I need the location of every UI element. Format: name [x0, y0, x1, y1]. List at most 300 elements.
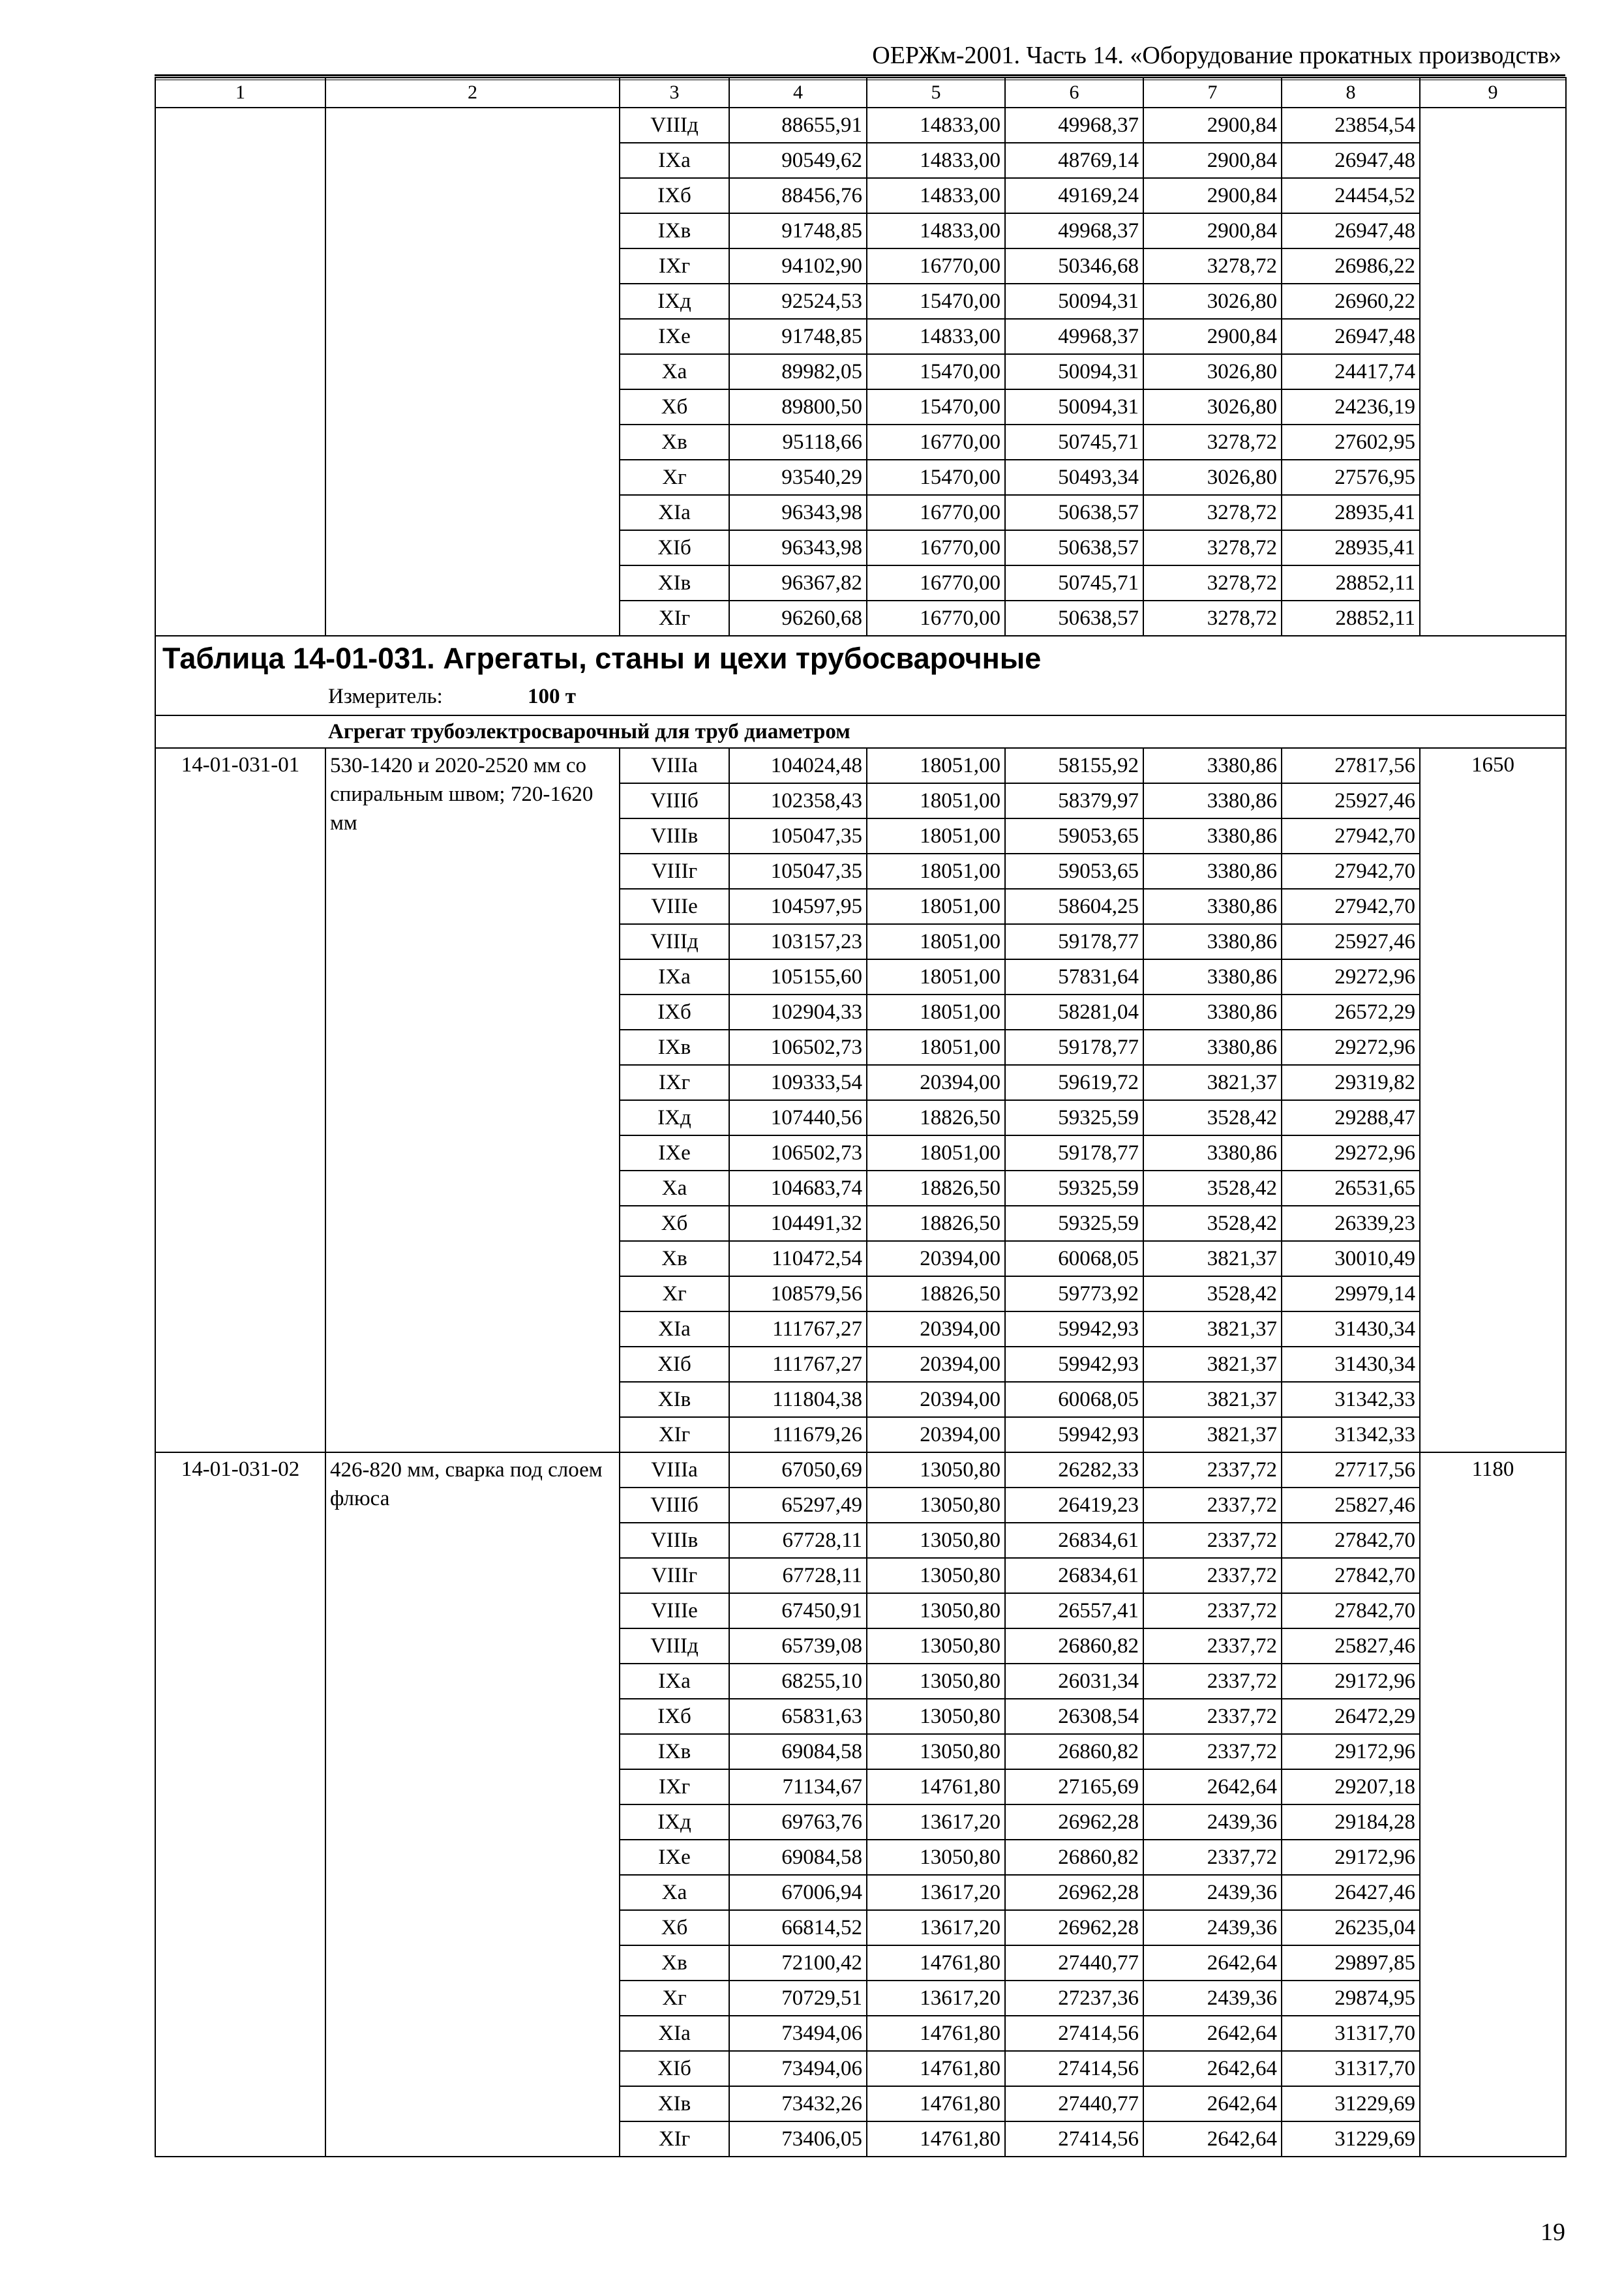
table-title: Таблица 14-01-031. Агрегаты, станы и цехи трубосварочные — [162, 642, 1042, 675]
zone-cell: Xб — [620, 1206, 729, 1241]
value-cell: 16770,00 — [867, 425, 1005, 460]
zone-cell: IXг — [620, 248, 729, 284]
value-cell: 28852,11 — [1282, 601, 1420, 636]
value-cell: 26947,48 — [1282, 143, 1420, 178]
value-cell: 49968,37 — [1005, 319, 1143, 354]
column-number: 2 — [325, 78, 620, 108]
value-cell: 3278,72 — [1143, 248, 1282, 284]
value-cell: 109333,54 — [729, 1065, 867, 1100]
value-cell: 3026,80 — [1143, 389, 1282, 425]
value-cell: 58155,92 — [1005, 748, 1143, 783]
value-cell: 18826,50 — [867, 1276, 1005, 1311]
value-cell: 24236,19 — [1282, 389, 1420, 425]
value-cell: 13050,80 — [867, 1593, 1005, 1628]
zone-cell: VIIIг — [620, 854, 729, 889]
value-cell: 2642,64 — [1143, 1945, 1282, 1981]
value-cell: 2439,36 — [1143, 1910, 1282, 1945]
value-cell: 67728,11 — [729, 1558, 867, 1593]
value-cell: 16770,00 — [867, 601, 1005, 636]
value-cell: 88655,91 — [729, 108, 867, 143]
value-cell: 3528,42 — [1143, 1206, 1282, 1241]
value-cell: 59178,77 — [1005, 1135, 1143, 1171]
value-cell: 73406,05 — [729, 2121, 867, 2157]
value-cell: 3278,72 — [1143, 530, 1282, 565]
table-body — [155, 78, 1566, 2157]
value-cell: 94102,90 — [729, 248, 867, 284]
column-number: 7 — [1143, 78, 1282, 108]
value-cell: 3278,72 — [1143, 495, 1282, 530]
value-cell: 57831,64 — [1005, 959, 1143, 995]
value-cell: 66814,52 — [729, 1910, 867, 1945]
value-cell: 14833,00 — [867, 108, 1005, 143]
zone-cell: IXб — [620, 178, 729, 213]
value-cell: 3380,86 — [1143, 783, 1282, 818]
value-cell: 18051,00 — [867, 924, 1005, 959]
value-cell: 67728,11 — [729, 1523, 867, 1558]
value-cell: 71134,67 — [729, 1769, 867, 1804]
value-cell: 27165,69 — [1005, 1769, 1143, 1804]
zone-cell: IXв — [620, 1030, 729, 1065]
zone-cell: VIIIе — [620, 889, 729, 924]
column-number: 3 — [620, 78, 729, 108]
value-cell: 18051,00 — [867, 995, 1005, 1030]
value-cell: 65297,49 — [729, 1488, 867, 1523]
value-cell: 31317,70 — [1282, 2016, 1420, 2051]
value-cell: 26557,41 — [1005, 1593, 1143, 1628]
column-number: 1 — [155, 78, 325, 108]
value-cell: 13050,80 — [867, 1699, 1005, 1734]
value-cell: 26986,22 — [1282, 248, 1420, 284]
value-cell: 31430,34 — [1282, 1311, 1420, 1347]
value-cell: 2900,84 — [1143, 143, 1282, 178]
zone-cell: IXг — [620, 1769, 729, 1804]
zone-cell: XIв — [620, 565, 729, 601]
value-cell: 13050,80 — [867, 1488, 1005, 1523]
value-cell: 50638,57 — [1005, 601, 1143, 636]
zone-cell: VIIIг — [620, 1558, 729, 1593]
value-cell: 68255,10 — [729, 1664, 867, 1699]
value-cell: 26860,82 — [1005, 1628, 1143, 1664]
value-cell: 26834,61 — [1005, 1523, 1143, 1558]
value-cell: 26860,82 — [1005, 1734, 1143, 1769]
value-cell: 88456,76 — [729, 178, 867, 213]
value-cell: 2642,64 — [1143, 1769, 1282, 1804]
value-cell: 29172,96 — [1282, 1664, 1420, 1699]
value-cell: 58379,97 — [1005, 783, 1143, 818]
value-cell: 48769,14 — [1005, 143, 1143, 178]
value-cell: 49968,37 — [1005, 213, 1143, 248]
value-cell: 20394,00 — [867, 1417, 1005, 1452]
value-cell: 69084,58 — [729, 1734, 867, 1769]
zone-cell: XIг — [620, 1417, 729, 1452]
value-cell: 13617,20 — [867, 1875, 1005, 1910]
value-cell: 3380,86 — [1143, 1030, 1282, 1065]
value-cell: 2900,84 — [1143, 108, 1282, 143]
value-cell: 3380,86 — [1143, 889, 1282, 924]
value-cell: 14761,80 — [867, 2051, 1005, 2086]
value-cell: 15470,00 — [867, 284, 1005, 319]
unit-value: 100 т — [528, 685, 576, 708]
value-cell: 104491,32 — [729, 1206, 867, 1241]
zone-cell: Xг — [620, 1276, 729, 1311]
value-cell: 2439,36 — [1143, 1804, 1282, 1840]
value-cell: 2900,84 — [1143, 319, 1282, 354]
value-cell: 2900,84 — [1143, 178, 1282, 213]
value-cell: 29979,14 — [1282, 1276, 1420, 1311]
value-cell: 26834,61 — [1005, 1558, 1143, 1593]
zone-cell: VIIIа — [620, 1452, 729, 1488]
value-cell: 26308,54 — [1005, 1699, 1143, 1734]
zone-cell: XIг — [620, 2121, 729, 2157]
value-cell: 90549,62 — [729, 143, 867, 178]
table-row — [155, 108, 1566, 143]
value-cell: 50493,34 — [1005, 460, 1143, 495]
item-description: 530-1420 и 2020-2520 мм со спиральным швом; 720-1620 мм — [325, 748, 620, 1452]
value-cell: 3528,42 — [1143, 1276, 1282, 1311]
value-cell: 50346,68 — [1005, 248, 1143, 284]
zone-cell: IXд — [620, 284, 729, 319]
value-cell: 93540,29 — [729, 460, 867, 495]
value-cell: 20394,00 — [867, 1311, 1005, 1347]
value-cell: 28852,11 — [1282, 565, 1420, 601]
value-cell: 29272,96 — [1282, 959, 1420, 995]
value-cell: 18051,00 — [867, 748, 1005, 783]
value-cell: 3026,80 — [1143, 284, 1282, 319]
value-cell: 26962,28 — [1005, 1875, 1143, 1910]
value-cell: 2642,64 — [1143, 2051, 1282, 2086]
rates-table — [155, 77, 1567, 2157]
value-cell: 73494,06 — [729, 2016, 867, 2051]
zone-cell: VIIIе — [620, 1593, 729, 1628]
value-cell: 3821,37 — [1143, 1065, 1282, 1100]
value-cell: 26962,28 — [1005, 1804, 1143, 1840]
value-cell: 29319,82 — [1282, 1065, 1420, 1100]
value-cell: 96343,98 — [729, 530, 867, 565]
value-cell: 59619,72 — [1005, 1065, 1143, 1100]
value-cell: 49169,24 — [1005, 178, 1143, 213]
value-cell: 105047,35 — [729, 818, 867, 854]
value-cell: 14761,80 — [867, 2016, 1005, 2051]
value-cell: 67006,94 — [729, 1875, 867, 1910]
value-cell: 50094,31 — [1005, 354, 1143, 389]
value-cell: 3528,42 — [1143, 1100, 1282, 1135]
value-cell: 50745,71 — [1005, 565, 1143, 601]
zone-cell: IXе — [620, 319, 729, 354]
value-cell: 65831,63 — [729, 1699, 867, 1734]
value-cell: 65739,08 — [729, 1628, 867, 1664]
page-number: 19 — [1541, 2219, 1565, 2246]
zone-cell: IXг — [620, 1065, 729, 1100]
value-cell: 26962,28 — [1005, 1910, 1143, 1945]
value-cell: 29172,96 — [1282, 1734, 1420, 1769]
zone-cell: Xв — [620, 1241, 729, 1276]
value-cell: 67450,91 — [729, 1593, 867, 1628]
value-cell: 50094,31 — [1005, 284, 1143, 319]
value-cell: 59178,77 — [1005, 1030, 1143, 1065]
value-cell: 2642,64 — [1143, 2016, 1282, 2051]
value-cell: 18051,00 — [867, 959, 1005, 995]
value-cell: 27842,70 — [1282, 1523, 1420, 1558]
value-cell: 20394,00 — [867, 1382, 1005, 1417]
value-cell: 31342,33 — [1282, 1382, 1420, 1417]
column-number: 8 — [1282, 78, 1420, 108]
value-cell: 29897,85 — [1282, 1945, 1420, 1981]
value-cell: 18051,00 — [867, 818, 1005, 854]
value-cell: 27576,95 — [1282, 460, 1420, 495]
zone-cell: IXе — [620, 1840, 729, 1875]
value-cell: 3278,72 — [1143, 601, 1282, 636]
value-cell: 28935,41 — [1282, 495, 1420, 530]
value-cell: 27942,70 — [1282, 818, 1420, 854]
value-cell: 3528,42 — [1143, 1171, 1282, 1206]
value-cell: 2337,72 — [1143, 1699, 1282, 1734]
value-cell: 102358,43 — [729, 783, 867, 818]
description-cell-empty — [325, 108, 620, 636]
value-cell: 3380,86 — [1143, 959, 1282, 995]
unit-label: Измеритель: — [328, 685, 443, 708]
value-cell: 27842,70 — [1282, 1593, 1420, 1628]
value-cell: 29272,96 — [1282, 1135, 1420, 1171]
zone-cell: XIв — [620, 2086, 729, 2121]
zone-cell: IXа — [620, 1664, 729, 1699]
value-cell: 24454,52 — [1282, 178, 1420, 213]
item-code: 14-01-031-01 — [155, 748, 325, 1452]
value-cell: 69084,58 — [729, 1840, 867, 1875]
subheading-row — [155, 715, 1566, 748]
value-cell: 3380,86 — [1143, 924, 1282, 959]
value-cell: 3821,37 — [1143, 1241, 1282, 1276]
value-cell: 73432,26 — [729, 2086, 867, 2121]
value-cell: 27842,70 — [1282, 1558, 1420, 1593]
value-cell: 26947,48 — [1282, 319, 1420, 354]
value-cell: 2439,36 — [1143, 1875, 1282, 1910]
value-cell: 25827,46 — [1282, 1628, 1420, 1664]
zone-cell: Xа — [620, 1875, 729, 1910]
zone-cell: IXд — [620, 1100, 729, 1135]
running-header — [155, 38, 1565, 76]
value-cell: 102904,33 — [729, 995, 867, 1030]
table-row — [155, 1452, 1566, 1488]
zone-cell: VIIIд — [620, 108, 729, 143]
value-cell: 92524,53 — [729, 284, 867, 319]
value-cell: 26419,23 — [1005, 1488, 1143, 1523]
value-cell: 50638,57 — [1005, 495, 1143, 530]
value-cell: 27717,56 — [1282, 1452, 1420, 1488]
table-row — [155, 748, 1566, 783]
value-cell: 14833,00 — [867, 178, 1005, 213]
value-cell: 16770,00 — [867, 248, 1005, 284]
value-cell: 59178,77 — [1005, 924, 1143, 959]
value-cell: 13050,80 — [867, 1840, 1005, 1875]
value-cell: 18826,50 — [867, 1206, 1005, 1241]
value-cell: 13617,20 — [867, 1981, 1005, 2016]
zone-cell: Xа — [620, 1171, 729, 1206]
value-cell: 2642,64 — [1143, 2121, 1282, 2157]
value-cell: 50745,71 — [1005, 425, 1143, 460]
value-cell: 91748,85 — [729, 213, 867, 248]
zone-cell: XIб — [620, 530, 729, 565]
value-cell: 14761,80 — [867, 2086, 1005, 2121]
value-cell: 20394,00 — [867, 1241, 1005, 1276]
value-cell: 50094,31 — [1005, 389, 1143, 425]
value-cell: 27414,56 — [1005, 2121, 1143, 2157]
value-cell: 3821,37 — [1143, 1311, 1282, 1347]
zone-cell: IXв — [620, 1734, 729, 1769]
value-cell: 2337,72 — [1143, 1523, 1282, 1558]
value-cell: 24417,74 — [1282, 354, 1420, 389]
value-cell: 18826,50 — [867, 1100, 1005, 1135]
zone-cell: Xв — [620, 1945, 729, 1981]
value-cell: 14833,00 — [867, 213, 1005, 248]
column-number-row — [155, 78, 1566, 108]
value-cell: 26282,33 — [1005, 1452, 1143, 1488]
value-cell: 91748,85 — [729, 319, 867, 354]
value-cell: 25927,46 — [1282, 783, 1420, 818]
value-cell: 2337,72 — [1143, 1558, 1282, 1593]
value-cell: 96343,98 — [729, 495, 867, 530]
zone-cell: IXб — [620, 1699, 729, 1734]
item-capacity: 1180 — [1420, 1452, 1566, 2157]
value-cell: 104597,95 — [729, 889, 867, 924]
value-cell: 13050,80 — [867, 1558, 1005, 1593]
zone-cell: VIIIв — [620, 818, 729, 854]
column-number: 9 — [1420, 78, 1566, 108]
zone-cell: Xг — [620, 1981, 729, 2016]
value-cell: 2642,64 — [1143, 2086, 1282, 2121]
value-cell: 104024,48 — [729, 748, 867, 783]
value-cell: 27440,77 — [1005, 1945, 1143, 1981]
value-cell: 2337,72 — [1143, 1840, 1282, 1875]
value-cell: 89982,05 — [729, 354, 867, 389]
value-cell: 3026,80 — [1143, 354, 1282, 389]
value-cell: 59942,93 — [1005, 1311, 1143, 1347]
zone-cell: VIIIд — [620, 1628, 729, 1664]
value-cell: 69763,76 — [729, 1804, 867, 1840]
value-cell: 59053,65 — [1005, 818, 1143, 854]
value-cell: 60068,05 — [1005, 1241, 1143, 1276]
value-cell: 108579,56 — [729, 1276, 867, 1311]
value-cell: 27942,70 — [1282, 854, 1420, 889]
value-cell: 111767,27 — [729, 1311, 867, 1347]
value-cell: 15470,00 — [867, 389, 1005, 425]
value-cell: 30010,49 — [1282, 1241, 1420, 1276]
zone-cell: VIIIб — [620, 783, 729, 818]
value-cell: 29184,28 — [1282, 1804, 1420, 1840]
value-cell: 31229,69 — [1282, 2121, 1420, 2157]
value-cell: 3380,86 — [1143, 818, 1282, 854]
value-cell: 106502,73 — [729, 1135, 867, 1171]
value-cell: 70729,51 — [729, 1981, 867, 2016]
value-cell: 26427,46 — [1282, 1875, 1420, 1910]
section-heading-row — [155, 636, 1566, 715]
value-cell: 2900,84 — [1143, 213, 1282, 248]
subheading: Агрегат трубоэлектросварочный для труб диаметром — [155, 715, 1566, 748]
value-cell: 103157,23 — [729, 924, 867, 959]
zone-cell: IXв — [620, 213, 729, 248]
value-cell: 105155,60 — [729, 959, 867, 995]
value-cell: 31317,70 — [1282, 2051, 1420, 2086]
value-cell: 18051,00 — [867, 854, 1005, 889]
value-cell: 13050,80 — [867, 1664, 1005, 1699]
value-cell: 67050,69 — [729, 1452, 867, 1488]
value-cell: 26235,04 — [1282, 1910, 1420, 1945]
header-title: ОЕРЖм-2001. Часть 14. «Оборудование прокатных производств» — [872, 42, 1561, 69]
value-cell: 58604,25 — [1005, 889, 1143, 924]
value-cell: 107440,56 — [729, 1100, 867, 1135]
value-cell: 25827,46 — [1282, 1488, 1420, 1523]
value-cell: 18051,00 — [867, 783, 1005, 818]
value-cell: 27440,77 — [1005, 2086, 1143, 2121]
value-cell: 111804,38 — [729, 1382, 867, 1417]
value-cell: 59325,59 — [1005, 1100, 1143, 1135]
column-number: 5 — [867, 78, 1005, 108]
value-cell: 59942,93 — [1005, 1347, 1143, 1382]
value-cell: 13617,20 — [867, 1804, 1005, 1840]
value-cell: 27237,36 — [1005, 1981, 1143, 2016]
value-cell: 14833,00 — [867, 319, 1005, 354]
value-cell: 14761,80 — [867, 1945, 1005, 1981]
value-cell: 31342,33 — [1282, 1417, 1420, 1452]
value-cell: 104683,74 — [729, 1171, 867, 1206]
column-number: 6 — [1005, 78, 1143, 108]
value-cell: 3278,72 — [1143, 425, 1282, 460]
value-cell: 2337,72 — [1143, 1452, 1282, 1488]
value-cell: 16770,00 — [867, 495, 1005, 530]
value-cell: 89800,50 — [729, 389, 867, 425]
value-cell: 96260,68 — [729, 601, 867, 636]
value-cell: 26960,22 — [1282, 284, 1420, 319]
value-cell: 59773,92 — [1005, 1276, 1143, 1311]
value-cell: 49968,37 — [1005, 108, 1143, 143]
zone-cell: XIа — [620, 495, 729, 530]
zone-cell: VIIIб — [620, 1488, 729, 1523]
value-cell: 16770,00 — [867, 565, 1005, 601]
zone-cell: Xа — [620, 354, 729, 389]
zone-cell: IXд — [620, 1804, 729, 1840]
value-cell: 58281,04 — [1005, 995, 1143, 1030]
zone-cell: XIа — [620, 2016, 729, 2051]
value-cell: 3380,86 — [1143, 995, 1282, 1030]
zone-cell: XIв — [620, 1382, 729, 1417]
value-cell: 14761,80 — [867, 1769, 1005, 1804]
zone-cell: VIIIа — [620, 748, 729, 783]
value-cell: 73494,06 — [729, 2051, 867, 2086]
value-cell: 27817,56 — [1282, 748, 1420, 783]
zone-cell: IXа — [620, 959, 729, 995]
value-cell: 72100,42 — [729, 1945, 867, 1981]
value-cell: 26472,29 — [1282, 1699, 1420, 1734]
value-cell: 59942,93 — [1005, 1417, 1143, 1452]
value-cell: 96367,82 — [729, 565, 867, 601]
value-cell: 3380,86 — [1143, 854, 1282, 889]
value-cell: 13050,80 — [867, 1628, 1005, 1664]
code-cell-empty — [155, 108, 325, 636]
value-cell: 20394,00 — [867, 1347, 1005, 1382]
value-cell: 50638,57 — [1005, 530, 1143, 565]
value-cell: 15470,00 — [867, 354, 1005, 389]
value-cell: 13050,80 — [867, 1523, 1005, 1558]
value-cell: 26531,65 — [1282, 1171, 1420, 1206]
value-cell: 2337,72 — [1143, 1628, 1282, 1664]
value-cell: 26572,29 — [1282, 995, 1420, 1030]
value-cell: 3821,37 — [1143, 1417, 1282, 1452]
zone-cell: Xб — [620, 1910, 729, 1945]
column-number: 4 — [729, 78, 867, 108]
value-cell: 26947,48 — [1282, 213, 1420, 248]
value-cell: 27414,56 — [1005, 2051, 1143, 2086]
value-cell: 3380,86 — [1143, 1135, 1282, 1171]
value-cell: 29172,96 — [1282, 1840, 1420, 1875]
